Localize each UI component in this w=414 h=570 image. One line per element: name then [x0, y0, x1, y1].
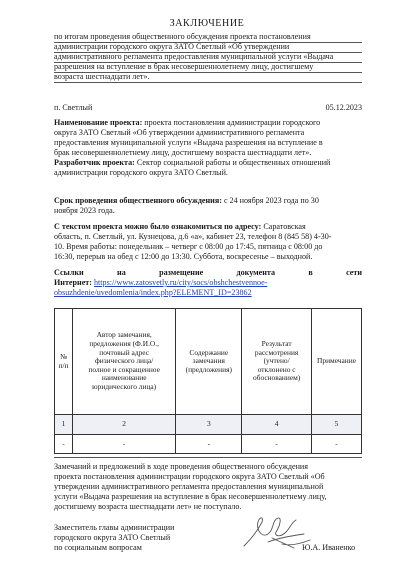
signer-name: Ю.А. Иваненко [302, 543, 356, 552]
place-date-row [54, 103, 362, 113]
table-row [55, 435, 362, 454]
table-cell: - [55, 435, 73, 454]
table-cell: 5 [312, 415, 362, 435]
conclusion-line: утверждении административного регламента предоставления муниципальной [54, 482, 324, 491]
intro-paragraph [54, 32, 362, 82]
table-cell: - [242, 435, 312, 454]
intro-line: возраста шестнадцати лет». [54, 72, 150, 81]
underline [54, 72, 362, 73]
project-name-label: Наименование проекта: [54, 118, 143, 127]
address-text: Саратовская [263, 222, 306, 231]
table-header-row [55, 309, 362, 415]
separator-line [54, 457, 362, 458]
conclusion-line: Замечаний и предложений в ходе проведения общественного обсуждения [54, 462, 308, 471]
document-link-continued[interactable]: obsuzhdenie/uvedomlenia/index.php?ELEMENT_ID=23862 [54, 288, 252, 297]
links-section [54, 268, 362, 298]
project-name-line: брак несовершеннолетнему лицу, достигшему возраста шестнадцати лет». [54, 148, 312, 157]
developer-text: Сектор социальной работы и общественных отношений [136, 158, 331, 167]
header-author: Автор замечания, предложения (Ф.И.О., почтовый адрес физического лица/ полное и сокращенное наименование юридического лица) [72, 309, 175, 415]
project-name-text: проекта постановления администрации городского [144, 118, 321, 127]
internet-label: Интернет: [54, 278, 92, 287]
conclusion-paragraph [54, 462, 362, 512]
conclusion-line: проекта постановления администрации городского округа ЗАТО Светлый «Об [54, 472, 325, 481]
conclusion-line: достигшему возраста шестнадцати лет» не поступало. [54, 502, 242, 511]
table-cell: 1 [55, 415, 73, 435]
header-note: Примечание [312, 309, 362, 415]
intro-line: по итогам проведения общественного обсуждения проекта постановления [54, 32, 311, 41]
period-line: ноября 2023 года. [54, 206, 115, 215]
project-name-line: округа ЗАТО Светлый «Об утверждении административного регламента [54, 128, 305, 137]
address-section [54, 222, 362, 262]
address-line: 16:30, перерыв на обед с 12:00 до 13:30. Суббота, воскресенье – выходной. [54, 252, 313, 261]
period-text: с 24 ноября 2023 года по 30 [223, 196, 319, 205]
links-label: Ссылки на размещение документа в сети [54, 268, 362, 277]
table-cell: 2 [72, 415, 175, 435]
signer-title: Заместитель главы администрации городского округа ЗАТО Светлый по социальным вопросам [54, 523, 175, 552]
developer-line: администрации городского округа ЗАТО Светлый. [54, 168, 228, 177]
project-name-line: предоставления муниципальной услуги «Выдача разрешения на вступление в [54, 138, 323, 147]
intro-line: административного регламента предоставления муниципальной услуги «Выдача [54, 52, 334, 61]
project-name-section [54, 118, 362, 178]
period-label: Срок проведения общественного обсуждения: [54, 196, 222, 205]
table-cell: 4 [242, 415, 312, 435]
period-section [54, 196, 362, 216]
underline [54, 42, 362, 43]
table-cell: - [72, 435, 175, 454]
comments-table [54, 308, 362, 454]
table-cell: - [176, 435, 242, 454]
intro-line: разрешения на вступление в брак несовершеннолетнему лицу, достигшему [54, 62, 314, 71]
address-line: 10. Время работы: понедельник – четверг с 08:00 до 17:45, пятница с 08:00 до [54, 242, 323, 251]
header-result: Результат рассмотрения (учтено/ отклонено с обоснованием) [242, 309, 312, 415]
underline [54, 82, 362, 83]
table-cell: - [312, 435, 362, 454]
address-line: область, п. Светлый, ул. Кузнецова, д.6 «а», кабинет 23, телефон 8 (845 58) 4-30- [54, 232, 332, 241]
conclusion-line: услуги «Выдача разрешения на вступление в брак несовершеннолетнему лицу, [54, 492, 327, 501]
table-number-row [55, 415, 362, 435]
intro-line: администрации городского округа ЗАТО Светлый «Об утверждении [54, 42, 290, 51]
date-text: 05.12.2023 [325, 103, 362, 112]
underline [54, 52, 362, 53]
place-text: п. Светлый [54, 103, 93, 112]
document-link[interactable]: https://www.zatosvetly.ru/city/socs/obshchestvennoe- [94, 278, 268, 287]
document-title: ЗАКЛЮЧЕНИЕ [169, 18, 245, 29]
header-content: Содержание замечания (предложения) [176, 309, 242, 415]
address-label: С текстом проекта можно было ознакомиться по адресу: [54, 222, 262, 231]
table-cell: 3 [176, 415, 242, 435]
header-number: № п/п [55, 309, 73, 415]
underline [54, 62, 362, 63]
developer-label: Разработчик проекта: [54, 158, 135, 167]
